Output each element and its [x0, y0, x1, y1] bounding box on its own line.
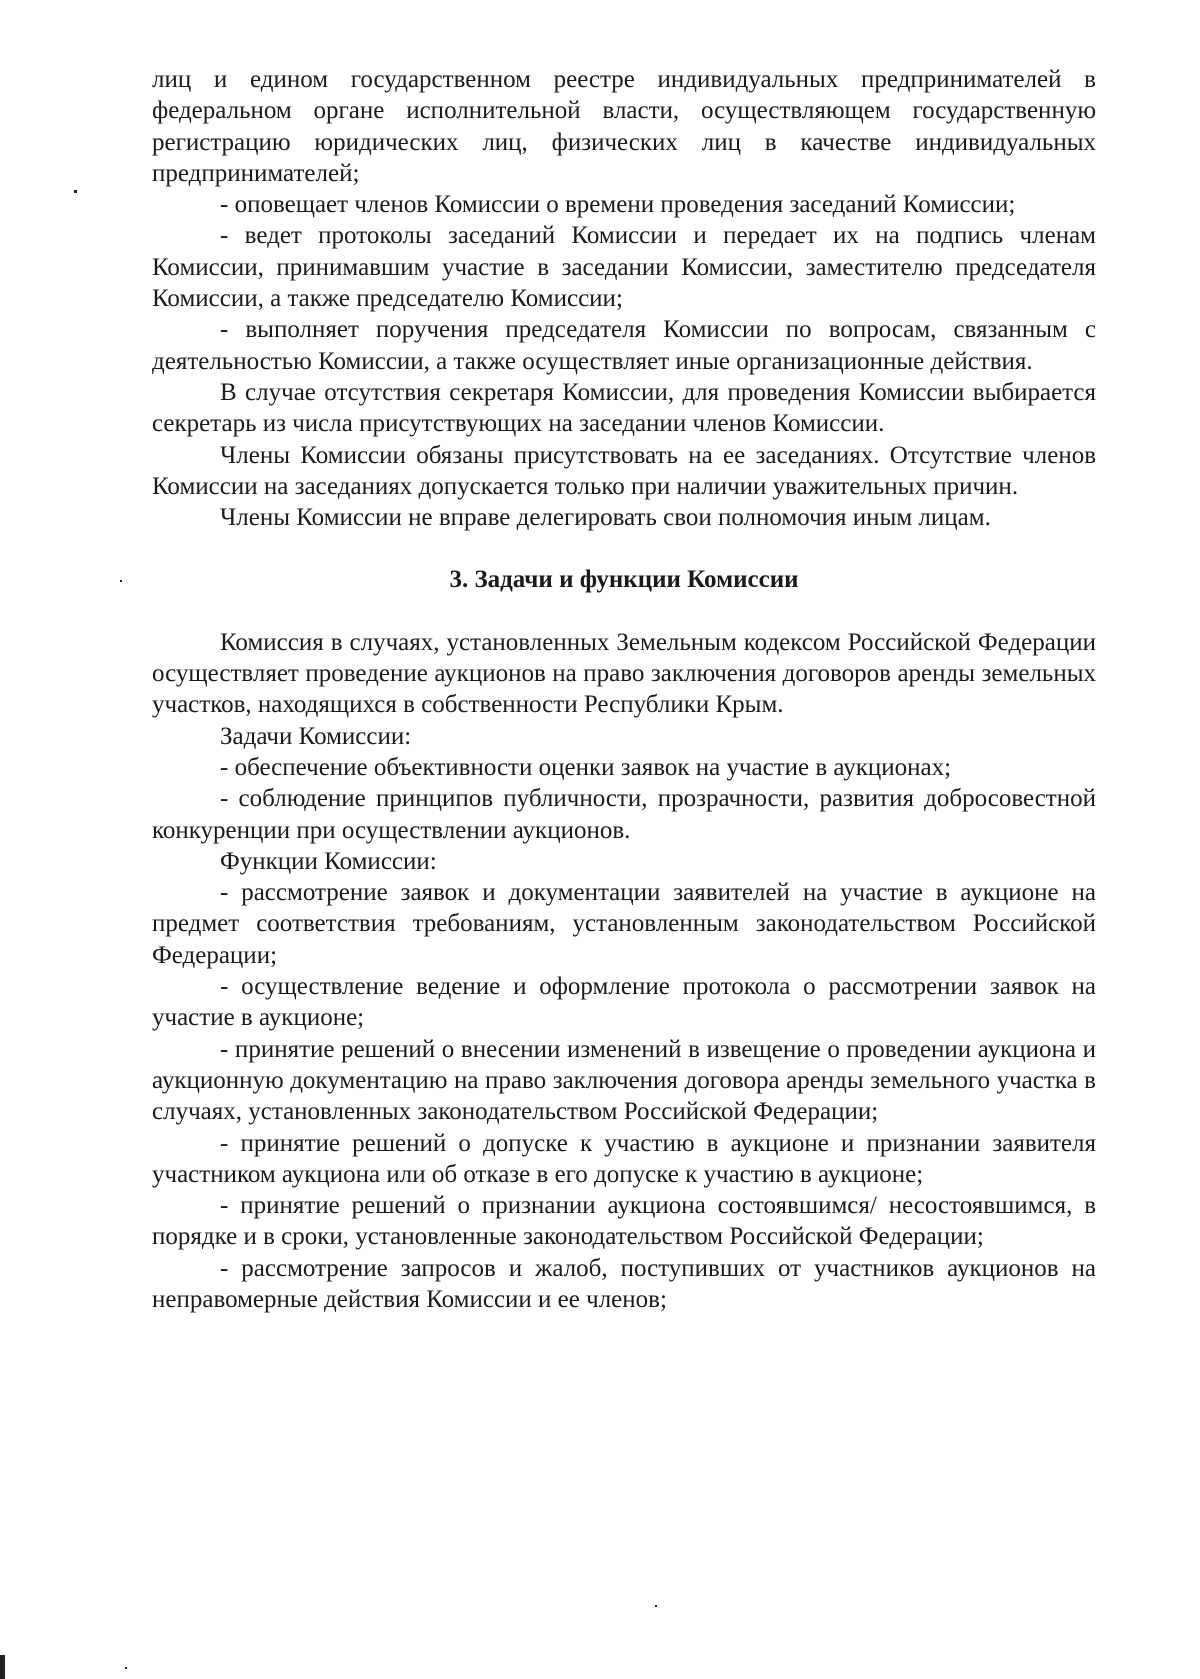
document-body — [152, 64, 1096, 1315]
paragraph: - осуществление ведение и оформление протокола о рассмотрении заявок на участие в аукционе; — [152, 973, 1096, 1032]
section-heading: 3. Задачи и функции Комиссии — [449, 566, 799, 594]
paragraph: - выполняет поручения председателя Комиссии по вопросам, связанным с деятельностью Комиссии, а также осуществляет иные организационные действия. — [152, 316, 1096, 375]
paragraph: Комиссия в случаях, установленных Земельным кодексом Российской Федерации осуществляет проведение аукционов на право заключения договоров аренды земельных участков, находящихся в собственности Республики Крым. — [152, 628, 1096, 719]
paragraph: - рассмотрение запросов и жалоб, поступивших от участников аукционов на неправомерные действия Комиссии и ее членов; — [152, 1254, 1096, 1313]
paragraph: - принятие решений о внесении изменений в извещение о проведении аукциона и аукционную документацию на право заключения договора аренды земельного участка в случаях, установленных законодательством Российской Федерации; — [152, 1035, 1096, 1126]
paragraph: - соблюдение принципов публичности, прозрачности, развития добросовестной конкуренции при осуществлении аукционов. — [152, 785, 1096, 844]
scan-speck — [74, 190, 77, 193]
paragraph: Члены Комиссии не вправе делегировать свои полномочия иным лицам. — [220, 504, 991, 532]
paragraph: Члены Комиссии обязаны присутствовать на ее заседаниях. Отсутствие членов Комиссии на заседаниях допускается только при наличии уважительных причин. — [152, 441, 1096, 500]
scan-speck — [120, 580, 122, 582]
paragraph: - рассмотрение заявок и документации заявителей на участие в аукционе на предмет соответствия требованиям, установленным законодательством Российской Федерации; — [152, 879, 1096, 969]
scan-speck — [0, 1655, 5, 1679]
paragraph: лиц и едином государственном реестре индивидуальных предпринимателей в федеральном органе исполнительной власти, осуществляющем государственную регистрацию юридических лиц, физических лиц в качестве индивидуальных предпринимателей; — [152, 66, 1096, 187]
paragraph: Задачи Комиссии: — [220, 722, 412, 750]
paragraph: - принятие решений о признании аукциона состоявшимся/ несостоявшимся, в порядке и в сроки, установленные законодательством Российской Федерации; — [152, 1192, 1096, 1251]
paragraph: В случае отсутствия секретаря Комиссии, для проведения Комиссии выбирается секретарь из числа присутствующих на заседании членов Комиссии. — [152, 378, 1096, 438]
scan-speck — [125, 1667, 127, 1669]
paragraph: - ведет протоколы заседаний Комиссии и передает их на подпись членам Комиссии, принимавшим участие в заседании Комиссии, заместителю председателя Комиссии, а также председателю Комиссии; — [152, 222, 1096, 313]
paragraph: Функции Комиссии: — [220, 847, 437, 875]
scan-speck — [655, 1605, 657, 1607]
paragraph: - обеспечение объективности оценки заявок на участие в аукционах; — [220, 753, 952, 781]
paragraph: - принятие решений о допуске к участию в аукционе и признании заявителя участником аукциона или об отказе в его допуске к участию в аукционе; — [152, 1129, 1096, 1188]
paragraph: - оповещает членов Комиссии о времени проведения заседаний Комиссии; — [220, 191, 1016, 219]
